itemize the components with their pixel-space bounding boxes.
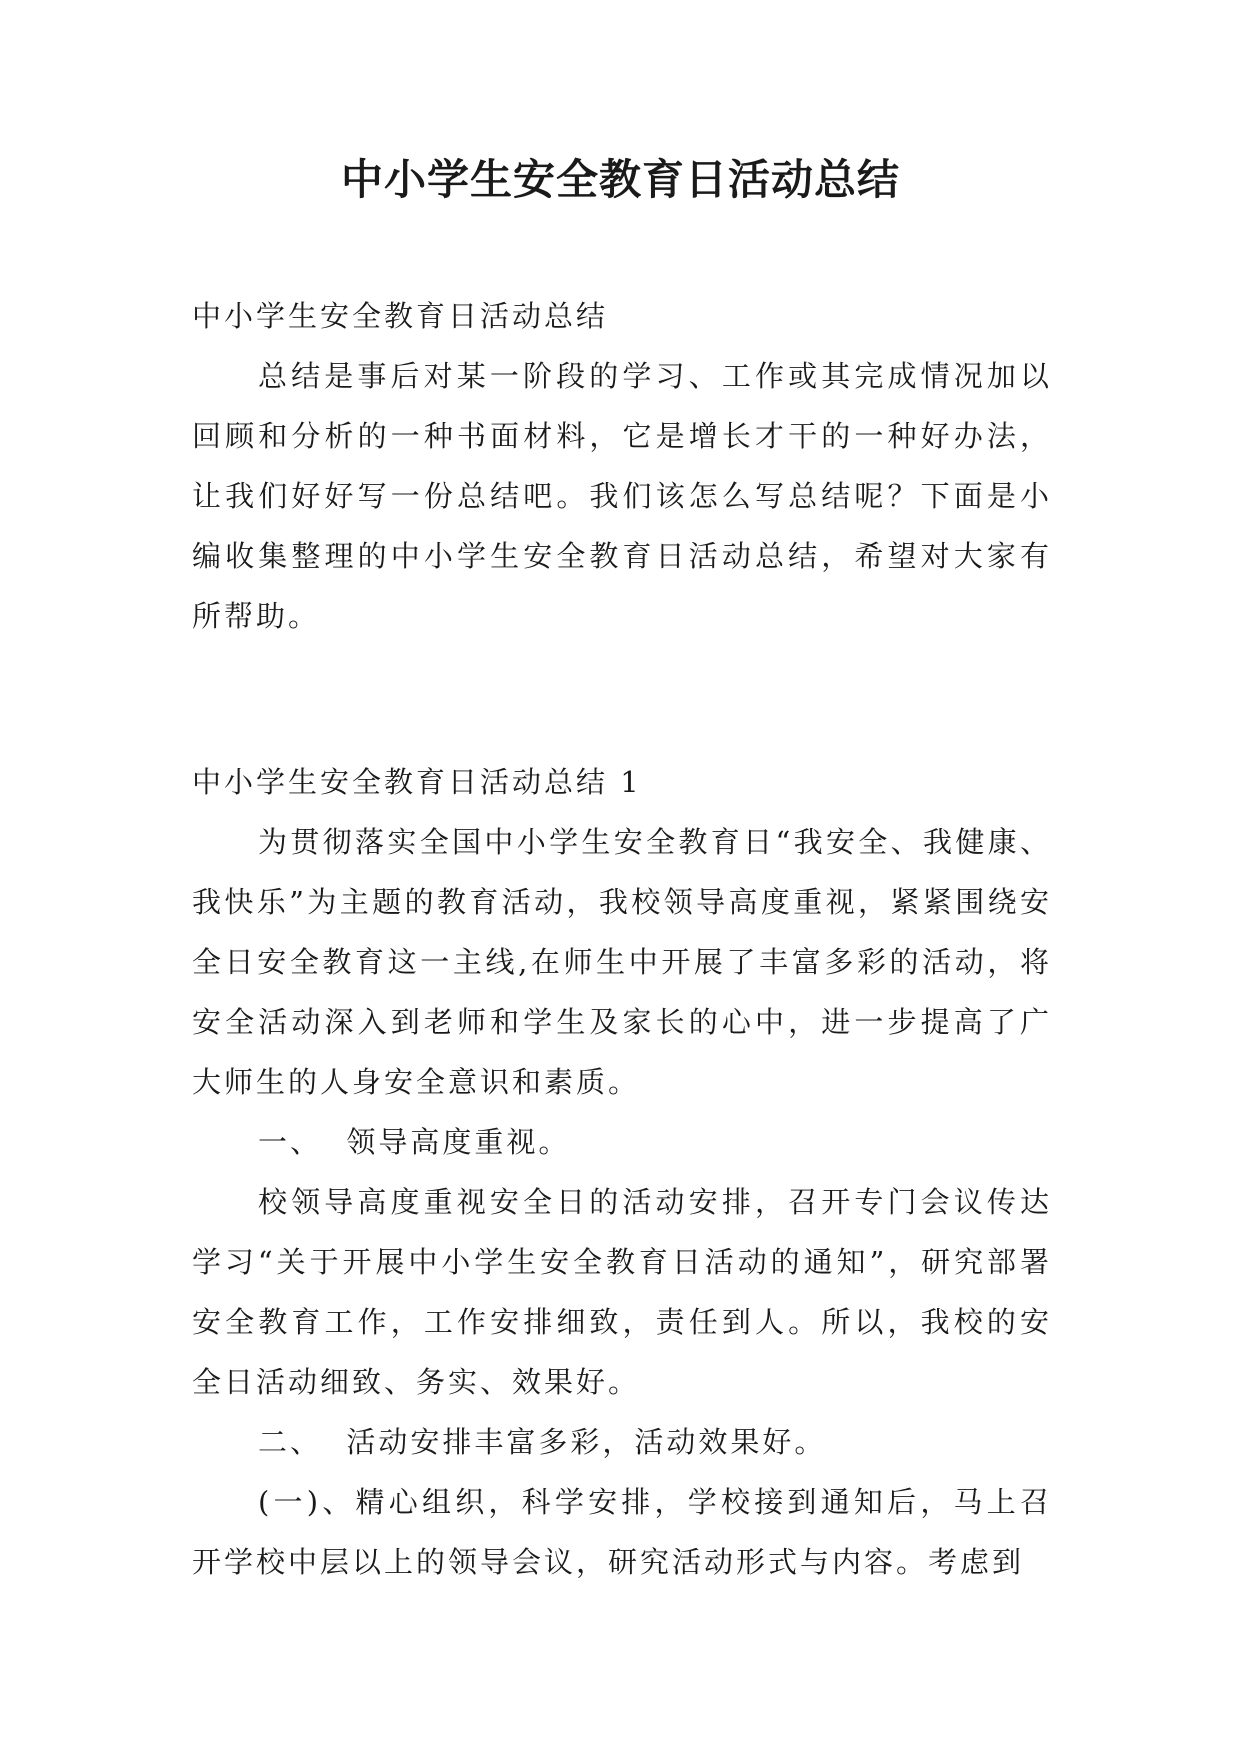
section-1-subheading-1: 一、 领导高度重视。 bbox=[258, 1125, 571, 1159]
document-title: 中小学生安全教育日活动总结 bbox=[340, 155, 900, 204]
section-1-subheading-2: 二、 活动安排丰富多彩，活动效果好。 bbox=[258, 1425, 827, 1459]
intro-heading: 中小学生安全教育日活动总结 bbox=[192, 299, 609, 333]
section-1-paragraph: 校领导高度重视安全日的活动安排，召开专门会议传达学习“关于开展中小学生安全教育日活动的通知”，研究部署安全教育工作，工作安排细致，责任到人。所以，我校的安全日活动细致、务实、效果好。 bbox=[192, 1185, 1052, 1399]
section-1 bbox=[192, 752, 1052, 1592]
section-1-heading: 中小学生安全教育日活动总结 1 bbox=[192, 765, 642, 799]
section-1-paragraph: 为贯彻落实全国中小学生安全教育日“我安全、我健康、我快乐”为主题的教育活动，我校领导高度重视，紧紧围绕安全日安全教育这一主线,在师生中开展了丰富多彩的活动，将安全活动深入到老师和学生及家长的心中，进一步提高了广大师生的人身安全意识和素质。 bbox=[192, 825, 1052, 1099]
section-1-paragraph: (一)、精心组织，科学安排，学校接到通知后，马上召开学校中层以上的领导会议，研究活动形式与内容。考虑到 bbox=[192, 1485, 1052, 1579]
intro-section bbox=[192, 286, 1052, 646]
intro-paragraph: 总结是事后对某一阶段的学习、工作或其完成情况加以回顾和分析的一种书面材料，它是增长才干的一种好办法，让我们好好写一份总结吧。我们该怎么写总结呢？下面是小编收集整理的中小学生安全教育日活动总结，希望对大家有所帮助。 bbox=[192, 359, 1052, 633]
